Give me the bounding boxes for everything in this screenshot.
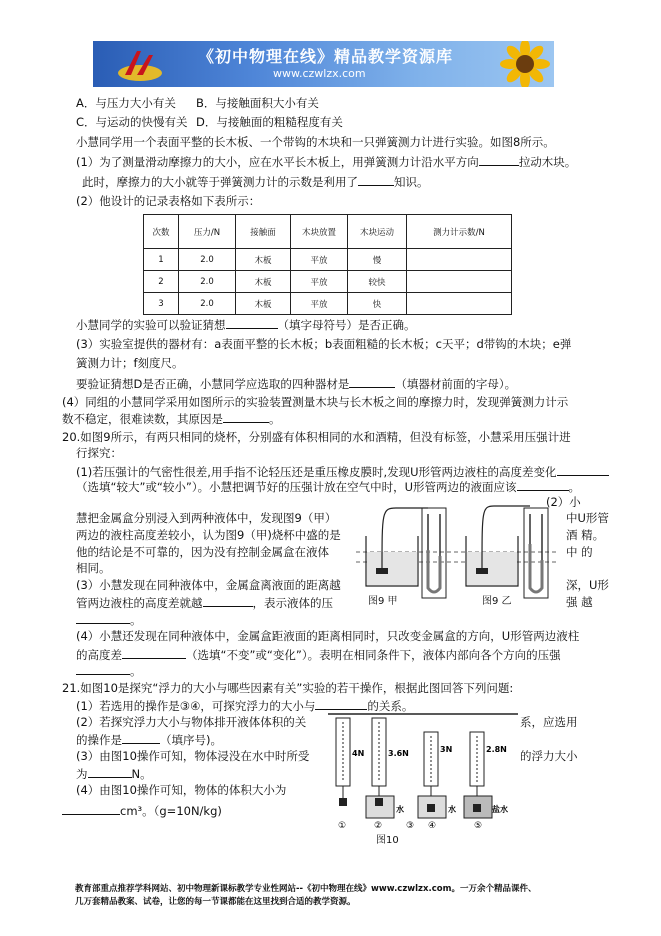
- q19-part1-text: (1）为了测量滑动摩擦力的大小，应在水平长木板上，用弹簧测力计沿水平方向: [76, 155, 479, 169]
- beaker-icon: [366, 536, 418, 586]
- answer-blank[interactable]: [349, 375, 395, 388]
- table-cell: 2.0: [179, 293, 236, 315]
- liquid-label: 水: [396, 805, 404, 814]
- table-cell: 木板: [236, 271, 291, 293]
- q20-part2-line3: 他的结论是不可靠的，因为没有控制金属盒在液体: [76, 545, 329, 559]
- q21-part3-cont: [76, 765, 152, 782]
- q19-part4-cont-text: 数不稳定，很难读数，其原因是: [62, 412, 223, 426]
- header-banner: [93, 41, 554, 87]
- liquid-label: 水: [448, 805, 456, 814]
- q21-part2-cont: [76, 731, 222, 748]
- q20-part4-answer-tail: 。: [130, 664, 142, 678]
- q19-part3-select: [76, 375, 516, 392]
- answer-blank[interactable]: [479, 153, 519, 166]
- table-cell: 慢: [348, 249, 407, 271]
- q19-verify-text: 小慧同学的实验可以验证猜想: [76, 318, 226, 332]
- spring-scale-icon: [366, 718, 394, 818]
- q21-part4-cont: [62, 802, 222, 819]
- table-row: [144, 271, 512, 293]
- answer-blank[interactable]: [122, 646, 186, 659]
- weight-icon: [339, 798, 347, 806]
- answer-blank[interactable]: [203, 594, 253, 607]
- answer-blank[interactable]: [122, 731, 160, 744]
- table-header: 压力/N: [179, 215, 236, 249]
- q20-part4-cont-tail: （选填“不变”或“变化”）。表明在相同条件下，液体内部向各个方向的压强: [186, 648, 561, 662]
- figure-9b-caption: 图9 乙: [482, 596, 512, 607]
- weight-icon: [427, 804, 435, 812]
- reading-label: 4N: [352, 749, 365, 758]
- answer-blank[interactable]: [88, 765, 132, 778]
- option-d: D．与接触面的粗糙程度有关: [196, 115, 343, 129]
- q19-part1-cont: [82, 173, 429, 190]
- table-header: 接触面: [236, 215, 291, 249]
- q20-part1-cont: [76, 478, 580, 495]
- q21-part1-tail: 的关系。: [367, 699, 414, 713]
- answer-blank[interactable]: [223, 410, 269, 423]
- q21-part1-text: (1）若选用的操作是③④，可探究浮力的大小与: [76, 699, 316, 713]
- q20-part2-line2-end: 酒 精。: [566, 528, 605, 542]
- reading-label: 3.6N: [388, 749, 409, 758]
- weight-icon: [473, 804, 481, 812]
- banner-title: 《初中物理在线》精品教学资源库: [198, 47, 454, 66]
- q20-part3: (3）小慧发现在同种液体中，金属盒离液面的距离越: [76, 578, 341, 592]
- q21-part2: (2）若探究浮力大小与物体排开液体体积的关: [76, 715, 307, 729]
- q20-part2-line1-end: 中U形管: [566, 511, 609, 525]
- figure-10-caption: 图10: [376, 835, 399, 846]
- q19-part1-cont-text: 此时，摩擦力的大小就等于弹簧测力计的示数是利用了: [82, 175, 358, 189]
- q20-part3-cont-text: 管两边液柱的高度差就越: [76, 596, 203, 610]
- table-header-row: [144, 215, 512, 249]
- q21-part4-cont-tail: cm³。（g=10N/kg): [120, 804, 222, 818]
- answer-blank[interactable]: [62, 802, 120, 815]
- q20-part3-cont-tail: ，表示液体的压: [252, 596, 333, 610]
- q20-part2-line4: 相同。: [76, 561, 111, 575]
- q20-part4-answer: [76, 662, 142, 679]
- q21-intro: 21.如图10是探究“浮力的大小与哪些因素有关”实验的若干操作，根据此图回答下列问题:: [62, 681, 514, 695]
- option-a: A．与压力大小有关: [76, 96, 176, 110]
- table-cell: 木板: [236, 249, 291, 271]
- answer-blank[interactable]: [358, 173, 394, 186]
- step-number: ②: [374, 821, 383, 831]
- spring-scale-icon: [336, 718, 350, 806]
- q19-verify-tail: （填字母符号）是否正确。: [277, 318, 416, 332]
- table-row: [144, 293, 512, 315]
- q20-part3-answer-tail: 。: [130, 613, 142, 627]
- q20-part1-text: (1)若压强计的气密性很差,用手指不论轻压还是重压橡皮膜时,发现U形管两边液柱的高度差变化: [76, 465, 557, 479]
- figure-9a-caption: 图9 甲: [368, 596, 398, 607]
- probe-icon: [376, 568, 388, 574]
- answer-blank[interactable]: [76, 662, 130, 675]
- table-header: 次数: [144, 215, 179, 249]
- table-cell: 平放: [291, 271, 348, 293]
- reading-label: 3N: [440, 745, 453, 754]
- q20-part1-cont-text: （选填“较大”或“较小”）。小慧把调节好的压强计放在空气中时，U形管两边的液面应该: [76, 480, 517, 494]
- q19-part1: [76, 153, 576, 170]
- table-cell: 2.0: [179, 249, 236, 271]
- liquid-label: 盐水: [492, 805, 508, 814]
- banner-url[interactable]: www.czwlzx.com: [273, 67, 366, 80]
- reading-label: 2.8N: [486, 745, 507, 754]
- answer-blank[interactable]: [557, 463, 609, 476]
- answer-blank[interactable]: [226, 316, 278, 329]
- footer-line: 几万套精品教案、试卷，让您的每一节课都能在这里找到合适的教学资源。: [75, 897, 356, 907]
- q21-part3-end: 的浮力大小: [520, 749, 578, 763]
- probe-icon: [476, 568, 488, 574]
- q20-part3-answer: [76, 611, 142, 628]
- q19-part3-select-tail: （填器材前面的字母）。: [395, 377, 517, 391]
- q20-part4-cont-text: 的高度差: [76, 648, 122, 662]
- table-header: 测力计示数/N: [407, 215, 512, 249]
- option-c: C．与运动的快慢有关: [76, 115, 188, 129]
- answer-blank[interactable]: [76, 611, 130, 624]
- q20-part2-start: (2）小: [546, 495, 581, 509]
- q19-part3: (3）实验室提供的器材有：a表面平整的长木板；b表面粗糙的长木板；c天平；d带钩的木块；e弹: [76, 337, 572, 351]
- table-cell: 快: [348, 293, 407, 315]
- q20-part4-cont: [76, 646, 561, 663]
- table-cell[interactable]: [407, 271, 512, 293]
- beaker-icon: [466, 536, 518, 586]
- table-cell[interactable]: [407, 293, 512, 315]
- table-cell: 平放: [291, 249, 348, 271]
- q20-part4: (4）小慧还发现在同种液体中，金属盒距液面的距离相同时，只改变金属盒的方向，U形管两边液柱: [76, 629, 580, 643]
- q19-verify: [76, 316, 416, 333]
- q19-part2: (2）他设计的记录表格如下表所示：: [76, 194, 261, 208]
- step-number: ④: [428, 821, 437, 831]
- q21-part3-cont-text: 为: [76, 767, 88, 781]
- q19-part1-tail: 拉动木块。: [518, 155, 577, 169]
- answer-blank[interactable]: [517, 478, 569, 491]
- q19-part4-cont-tail: 。: [269, 412, 281, 426]
- table-header: 木块放置: [291, 215, 348, 249]
- table-cell: 2: [144, 271, 179, 293]
- q19-part1-cont-tail: 知识。: [394, 175, 429, 189]
- table-row: [144, 249, 512, 271]
- q20-part3-cont-end: 强 越: [566, 595, 593, 609]
- table-cell: 平放: [291, 293, 348, 315]
- table-cell: 木板: [236, 293, 291, 315]
- q19-part4: (4）同组的小慧同学采用如图所示的实验装置测量木块与长木板之间的摩擦力时，发现弹簧测力计示: [62, 395, 569, 409]
- q21-part3-cont-tail: N。: [131, 767, 152, 781]
- q20-part2-line1: 慧把金属盒分别浸入到两种液体中，发现图9（甲）: [76, 511, 337, 525]
- q21-part4: (4）由图10操作可知，物体的体积大小为: [76, 783, 287, 797]
- footer-line: 教育部重点推荐学科网站、初中物理新课标教学专业性网站--《初中物理在线》www.czwlzx.com。一万余个精品课件、: [75, 884, 537, 894]
- footer: [75, 883, 605, 909]
- q20-part2-line2: 两边的液柱高度差较小，认为图9（甲)烧杯中盛的是: [76, 528, 341, 542]
- step-number: ①: [338, 821, 347, 831]
- q19-part3-select-text: 要验证猜想D是否正确，小慧同学应选取的四种器材是: [76, 377, 350, 391]
- q20-intro: 20.如图9所示，有两只相同的烧杯，分别盛有体积相同的水和酒精，但没有标签，小慧采用压强计进: [62, 430, 571, 444]
- option-b: B．与接触面积大小有关: [196, 96, 319, 110]
- step-number: ⑤: [474, 821, 483, 831]
- q20-part2-line3-end: 中 的: [566, 545, 593, 559]
- q20-intro-cont: 行探究：: [76, 446, 122, 460]
- answer-blank[interactable]: [315, 697, 367, 710]
- q19-intro: 小慧同学用一个表面平整的长木板、一个带钩的木块和一只弹簧测力计进行实验。如图8所示。: [76, 135, 555, 149]
- q19-part3-cont: 簧测力计；f刻度尺。: [76, 356, 184, 370]
- table-header: 木块运动: [348, 215, 407, 249]
- q20-part3-end: 深，U形: [566, 578, 609, 592]
- table-cell: 2.0: [179, 271, 236, 293]
- q20-part3-cont: [76, 594, 333, 611]
- weight-icon: [375, 798, 383, 806]
- sunflower-icon: [485, 41, 554, 87]
- q21-part2-cont-text: 的操作是: [76, 733, 122, 747]
- record-table: [143, 214, 512, 315]
- table-cell[interactable]: [407, 249, 512, 271]
- table-cell: 3: [144, 293, 179, 315]
- table-cell: 较快: [348, 271, 407, 293]
- step-number: ③: [406, 821, 415, 831]
- q19-part4-cont: [62, 410, 281, 427]
- figure-10: [328, 712, 518, 832]
- q21-part3: (3）由图10操作可知，物体浸没在水中时所受: [76, 749, 310, 763]
- q20-part1-cont-tail: 。: [568, 480, 580, 494]
- logo-icon: [115, 45, 165, 85]
- table-cell: 1: [144, 249, 179, 271]
- q21-part2-cont-tail: （填序号)。: [160, 733, 222, 747]
- q21-part2-end: 系，应选用: [520, 715, 578, 729]
